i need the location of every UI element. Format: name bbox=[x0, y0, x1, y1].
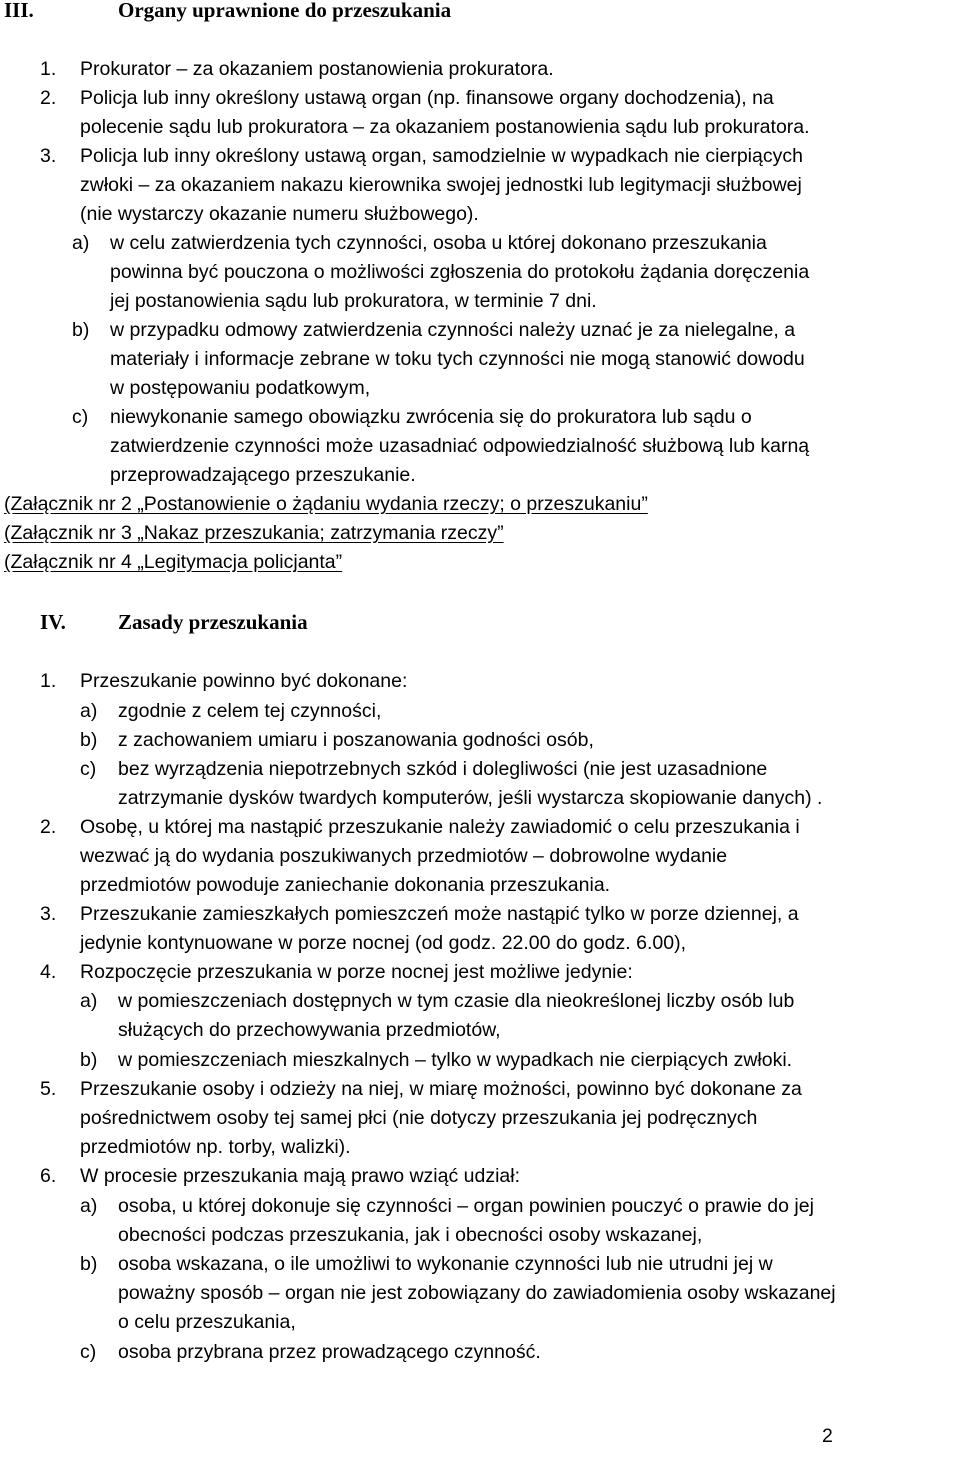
attachment-link[interactable]: (Załącznik nr 4 „Legitymacja policjanta” bbox=[4, 551, 343, 573]
list-text: pośrednictwem osoby tej samej płci (nie dotyczy przeszukania jej podręcznych bbox=[80, 1107, 758, 1129]
sublist-letter: c) bbox=[80, 1341, 97, 1363]
sublist-text: w celu zatwierdzenia tych czynności, osoba u której dokonano przeszukania bbox=[110, 232, 767, 254]
sublist-text: osoba przybrana przez prowadzącego czynność. bbox=[118, 1341, 541, 1363]
attachment-link[interactable]: (Załącznik nr 3 „Nakaz przeszukania; zatrzymania rzeczy” bbox=[4, 522, 504, 544]
list-number: 5. bbox=[40, 1078, 57, 1100]
list-number: 1. bbox=[40, 58, 57, 80]
list-number: 3. bbox=[40, 903, 57, 925]
list-text: jedynie kontynuowane w porze nocnej (od godz. 22.00 do godz. 6.00), bbox=[80, 932, 686, 954]
sublist-text: poważny sposób – organ nie jest zobowiązany do zawiadomienia osoby wskazanej bbox=[118, 1282, 836, 1304]
sublist-letter: c) bbox=[80, 758, 97, 780]
sublist-text: jej postanowienia sądu lub prokuratora, w terminie 7 dni. bbox=[110, 290, 597, 312]
sublist-letter: b) bbox=[72, 319, 90, 341]
list-text: (nie wystarczy okazanie numeru służbowego). bbox=[80, 203, 479, 225]
list-text: Przeszukanie powinno być dokonane: bbox=[80, 670, 408, 692]
list-text: Policja lub inny określony ustawą organ (np. finansowe organy dochodzenia), na bbox=[80, 87, 774, 109]
section-number: IV. bbox=[40, 610, 66, 634]
sublist-text: zgodnie z celem tej czynności, bbox=[118, 700, 382, 722]
sublist-letter: b) bbox=[80, 1049, 98, 1071]
list-number: 1. bbox=[40, 670, 57, 692]
list-number: 4. bbox=[40, 961, 57, 983]
list-text: przedmiotów np. torby, walizki). bbox=[80, 1136, 351, 1158]
sublist-text: powinna być pouczona o możliwości zgłoszenia do protokołu żądania doręczenia bbox=[110, 261, 810, 283]
list-text: przedmiotów powoduje zaniechanie dokonania przeszukania. bbox=[80, 874, 611, 896]
list-text: polecenie sądu lub prokuratora – za okazaniem postanowienia sądu lub prokuratora. bbox=[80, 116, 810, 138]
section-title: Zasady przeszukania bbox=[118, 610, 308, 634]
list-text: Rozpoczęcie przeszukania w porze nocnej jest możliwe jedynie: bbox=[80, 961, 633, 983]
sublist-letter: c) bbox=[72, 406, 89, 428]
sublist-text: osoba, u której dokonuje się czynności – organ powinien pouczyć o prawie do jej bbox=[118, 1195, 814, 1217]
sublist-text: obecności podczas przeszukania, jak i obecności osoby wskazanej, bbox=[118, 1224, 703, 1246]
list-text: wezwać ją do wydania poszukiwanych przedmiotów – dobrowolne wydanie bbox=[80, 845, 728, 867]
sublist-text: w pomieszczeniach mieszkalnych – tylko w wypadkach nie cierpiących zwłoki. bbox=[118, 1049, 793, 1071]
list-number: 6. bbox=[40, 1165, 57, 1187]
sublist-text: z zachowaniem umiaru i poszanowania godności osób, bbox=[118, 729, 594, 751]
list-text: W procesie przeszukania mają prawo wziąć udział: bbox=[80, 1165, 521, 1187]
list-text: Prokurator – za okazaniem postanowienia prokuratora. bbox=[80, 58, 554, 80]
list-number: 2. bbox=[40, 816, 57, 838]
section-number: III. bbox=[4, 0, 34, 22]
sublist-text: zatrzymanie dysków twardych komputerów, jeśli wystarcza skopiowanie danych) . bbox=[118, 787, 823, 809]
list-text: Przeszukanie zamieszkałych pomieszczeń może nastąpić tylko w porze dziennej, a bbox=[80, 903, 799, 925]
list-number: 2. bbox=[40, 87, 57, 109]
sublist-letter: b) bbox=[80, 729, 98, 751]
sublist-text: zatwierdzenie czynności może uzasadniać odpowiedzialność służbową lub karną bbox=[110, 435, 810, 457]
sublist-text: osoba wskazana, o ile umożliwi to wykonanie czynności lub nie utrudni jej w bbox=[118, 1253, 773, 1275]
sublist-letter: a) bbox=[80, 700, 98, 722]
sublist-letter: a) bbox=[72, 232, 90, 254]
sublist-text: w przypadku odmowy zatwierdzenia czynności należy uznać je za nielegalne, a bbox=[110, 319, 796, 341]
sublist-letter: a) bbox=[80, 990, 98, 1012]
list-text: zwłoki – za okazaniem nakazu kierownika swojej jednostki lub legitymacji służbowej bbox=[80, 174, 802, 196]
page-number: 2 bbox=[822, 1425, 833, 1447]
section-title: Organy uprawnione do przeszukania bbox=[118, 0, 452, 22]
sublist-text: przeprowadzającego przeszukanie. bbox=[110, 464, 416, 486]
sublist-text: służących do przechowywania przedmiotów, bbox=[118, 1019, 501, 1041]
sublist-text: bez wyrządzenia niepotrzebnych szkód i dolegliwości (nie jest uzasadnione bbox=[118, 758, 768, 780]
sublist-text: w postępowaniu podatkowym, bbox=[110, 377, 371, 399]
sublist-text: w pomieszczeniach dostępnych w tym czasie dla nieokreślonej liczby osób lub bbox=[118, 990, 795, 1012]
list-number: 3. bbox=[40, 145, 57, 167]
sublist-letter: b) bbox=[80, 1253, 98, 1275]
sublist-text: materiały i informacje zebrane w toku tych czynności nie mogą stanowić dowodu bbox=[110, 348, 805, 370]
list-text: Policja lub inny określony ustawą organ, samodzielnie w wypadkach nie cierpiących bbox=[80, 145, 803, 167]
list-text: Przeszukanie osoby i odzieży na niej, w miarę możności, powinno być dokonane za bbox=[80, 1078, 802, 1100]
list-text: Osobę, u której ma nastąpić przeszukanie należy zawiadomić o celu przeszukania i bbox=[80, 816, 800, 838]
sublist-letter: a) bbox=[80, 1195, 98, 1217]
attachment-link[interactable]: (Załącznik nr 2 „Postanowienie o żądaniu wydania rzeczy; o przeszukaniu” bbox=[4, 493, 648, 515]
sublist-text: o celu przeszukania, bbox=[118, 1311, 296, 1333]
sublist-text: niewykonanie samego obowiązku zwrócenia się do prokuratora lub sądu o bbox=[110, 406, 752, 428]
